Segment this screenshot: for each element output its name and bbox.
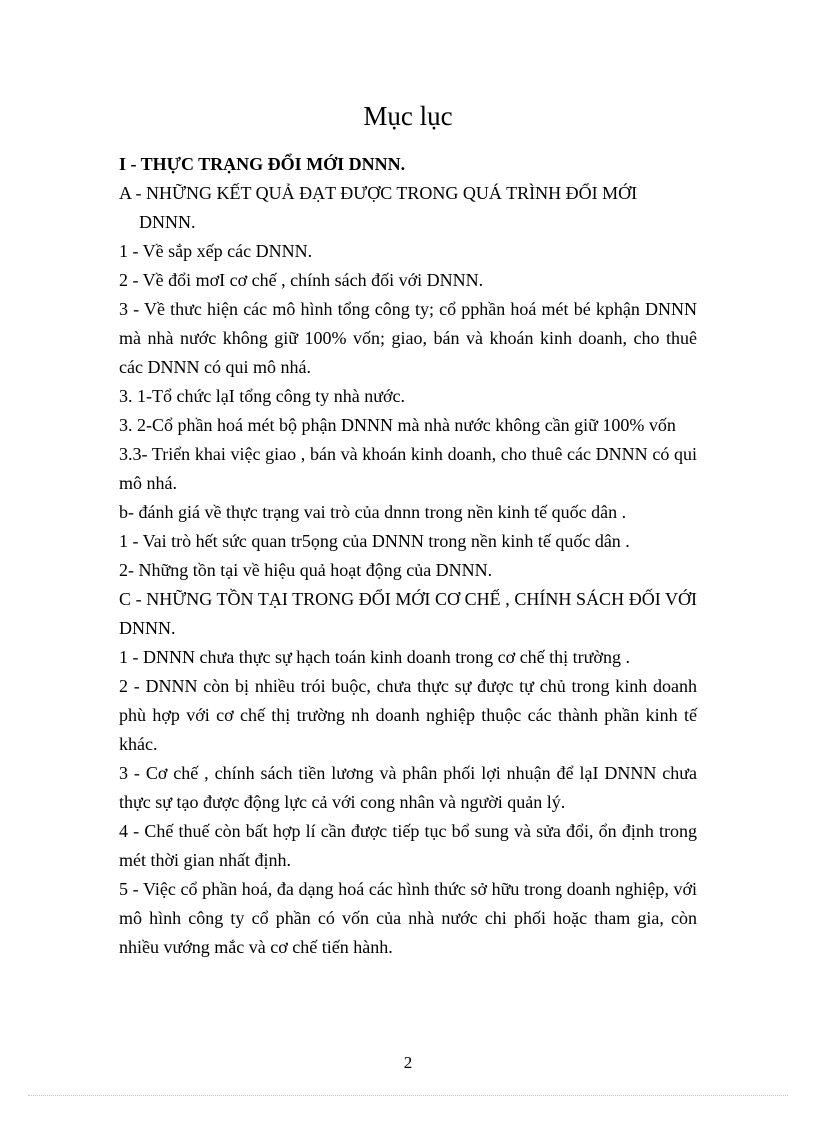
toc-item-a3-3: 3.3- Triển khai việc giao , bán và khoán kinh doanh, cho thuê các DNNN có qui mô nhá. (119, 444, 697, 493)
toc-heading-a-line1: A - NHỮNG KẾT QUẢ ĐẠT ĐƯỢC TRONG QUÁ TRÌNH ĐỔI MỚI (119, 183, 638, 203)
toc-item-b2: 2- Những tồn tại về hiệu quả hoạt động của DNNN. (119, 560, 493, 580)
toc-item-a1: 1 - Về sắp xếp các DNNN. (119, 241, 313, 261)
toc-item-c1: 1 - DNNN chưa thực sự hạch toán kinh doanh trong cơ chế thị trường . (119, 647, 630, 667)
toc-item-a3-2: 3. 2-Cổ phần hoá mét bộ phận DNNN mà nhà nước không cần giữ 100% vốn (119, 415, 676, 435)
page-number: 2 (403, 1053, 413, 1072)
table-of-contents (119, 150, 697, 962)
toc-heading-c: C - NHỮNG TỒN TẠI TRONG ĐỔI MỚI CƠ CHẾ , CHÍNH SÁCH ĐỐI VỚI DNNN. (119, 589, 697, 638)
toc-item-b1: 1 - Vai trò hết sức quan tr5ọng của DNNN trong nền kinh tế quốc dân . (119, 531, 630, 551)
page-title: Mục lục (363, 101, 453, 131)
toc-heading-a-line2: DNNN. (139, 212, 196, 232)
toc-item-c5: 5 - Việc cổ phần hoá, đa dạng hoá các hình thức sở hữu trong doanh nghiệp, với mô hình công ty cổ phần có vốn của nhà nước chi phối hoặc tham gia, còn nhiều vướng mắc và cơ chế tiến hành. (119, 879, 697, 957)
toc-item-a3: 3 - Về thưc hiện các mô hình tổng công ty; cổ pphần hoá mét bé kphận DNNN mà nhà nước không giữ 100% vốn; giao, bán và khoán kinh doanh, cho thuê các DNNN có qui mô nhá. (119, 299, 697, 377)
toc-item-c3: 3 - Cơ chế , chính sách tiền lương và phân phối lợi nhuận để lạI DNNN chưa thực sự tạo được động lực cả với cong nhân và người quản lý. (119, 763, 697, 812)
page-bottom-divider (28, 1095, 788, 1096)
toc-section-i: I - THỰC TRẠNG ĐỔI MỚI DNNN. (119, 154, 406, 174)
toc-item-c4: 4 - Chế thuế còn bất hợp lí cần được tiếp tục bổ sung và sửa đổi, ổn định trong mét thời gian nhất định. (119, 821, 697, 870)
toc-item-c2: 2 - DNNN còn bị nhiều trói buộc, chưa thực sự được tự chủ trong kinh doanh phù hợp với cơ chế thị trường nh doanh nghiệp thuộc các thành phần kinh tế khác. (119, 676, 697, 754)
toc-item-a3-1: 3. 1-Tổ chức lạI tổng công ty nhà nước. (119, 386, 405, 406)
toc-item-a2: 2 - Về đổi mơI cơ chế , chính sách đối với DNNN. (119, 270, 484, 290)
toc-heading-b: b- đánh giá về thực trạng vai trò của dnnn trong nền kinh tế quốc dân . (119, 502, 627, 522)
